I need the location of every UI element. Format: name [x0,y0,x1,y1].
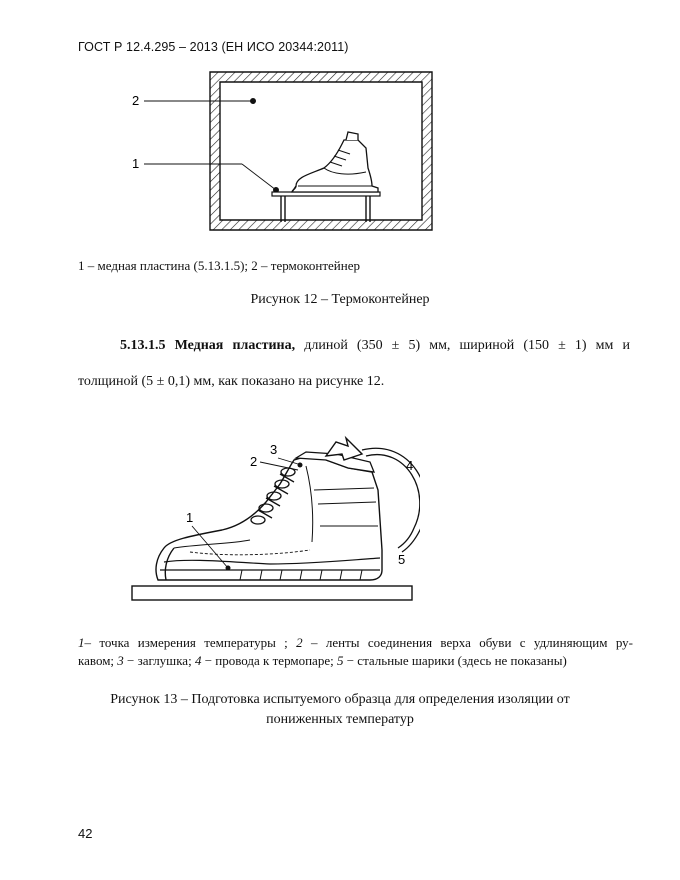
fig13-point-3 [298,463,303,468]
boot-small [292,132,378,192]
figure-13-caption [0,690,680,730]
fig13-label-3: 3 [270,442,278,457]
fig12-label-1: 1 [132,156,140,171]
page-number: 42 [78,826,93,841]
figure-12-caption: Рисунок 12 – Термоконтейнер [250,292,430,307]
section-5-13-1-5-line1 [78,338,630,354]
fig13-label-2: 2 [250,454,258,469]
figure-13-legend-line1: 1– точка измерения температуры ; 2 – ленты соединения верха обуви с удлиняющим ру- [78,635,633,650]
figure-13-legend-line2: кавом; 3 − заглушка; 4 − провода к термопаре; 5 − стальные шарики (здесь не показаны) [78,653,567,668]
fig13-point-1 [226,566,231,571]
figure-13-legend [78,634,633,670]
section-text-line2: толщиной (5 ± 0,1) мм, как показано на рисунке 12. [78,374,385,389]
container-wall [210,72,432,230]
fig12-point-2 [250,98,256,104]
base-plate [132,586,412,600]
figure-13-caption-line1: Рисунок 13 – Подготовка испытуемого образца для определения изоляции от [110,692,570,707]
fig13-label-4: 4 [406,458,414,473]
section-text-line1: длиной (350 ± 5) мм, шириной (150 ± 1) мм и [295,338,630,353]
figure-13-caption-line2: пониженных температур [266,712,414,727]
fig13-label-1: 1 [186,510,194,525]
figure-13-boot [130,430,420,610]
section-title: 5.13.1.5 Медная пластина, [120,338,296,353]
document-header: ГОСТ Р 12.4.295 – 2013 (ЕН ИСО 20344:2011) [78,40,349,54]
fig13-label-5: 5 [398,552,406,567]
figure-12-thermocontainer [120,68,440,238]
fig12-label-2: 2 [132,93,140,108]
figure-12-legend: 1 – медная пластина (5.13.1.5); 2 – термоконтейнер [78,258,360,273]
